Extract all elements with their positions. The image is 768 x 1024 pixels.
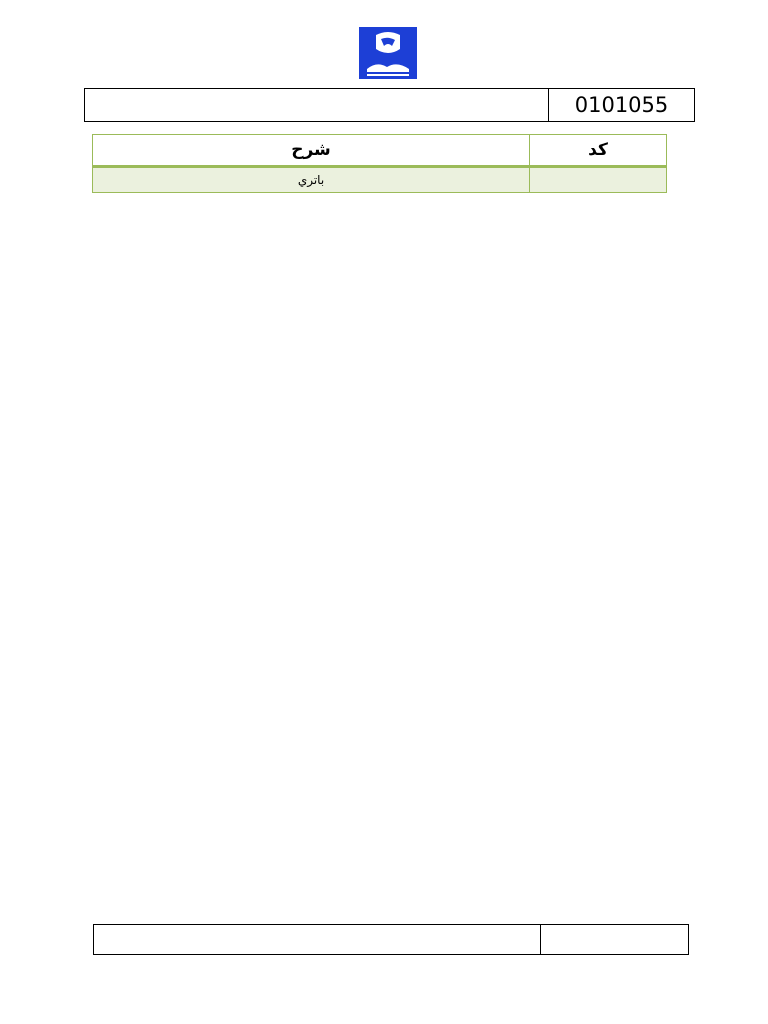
footer-right-cell	[541, 925, 688, 954]
document-header-box	[84, 88, 695, 122]
footer-left-cell	[94, 925, 541, 954]
document-footer-box	[93, 924, 689, 955]
row-description: باتري	[93, 167, 530, 193]
document-code: 0101055	[574, 93, 669, 117]
table-row	[93, 167, 667, 193]
table-header-row	[93, 135, 667, 167]
header-empty-cell	[85, 89, 549, 121]
parts-table	[92, 134, 667, 193]
header-description: شرح	[93, 135, 530, 167]
table-body	[93, 167, 667, 193]
brand-logo	[359, 27, 417, 79]
row-code	[530, 167, 667, 193]
logo-emblem-icon	[359, 27, 417, 79]
header-code: کد	[530, 135, 667, 167]
